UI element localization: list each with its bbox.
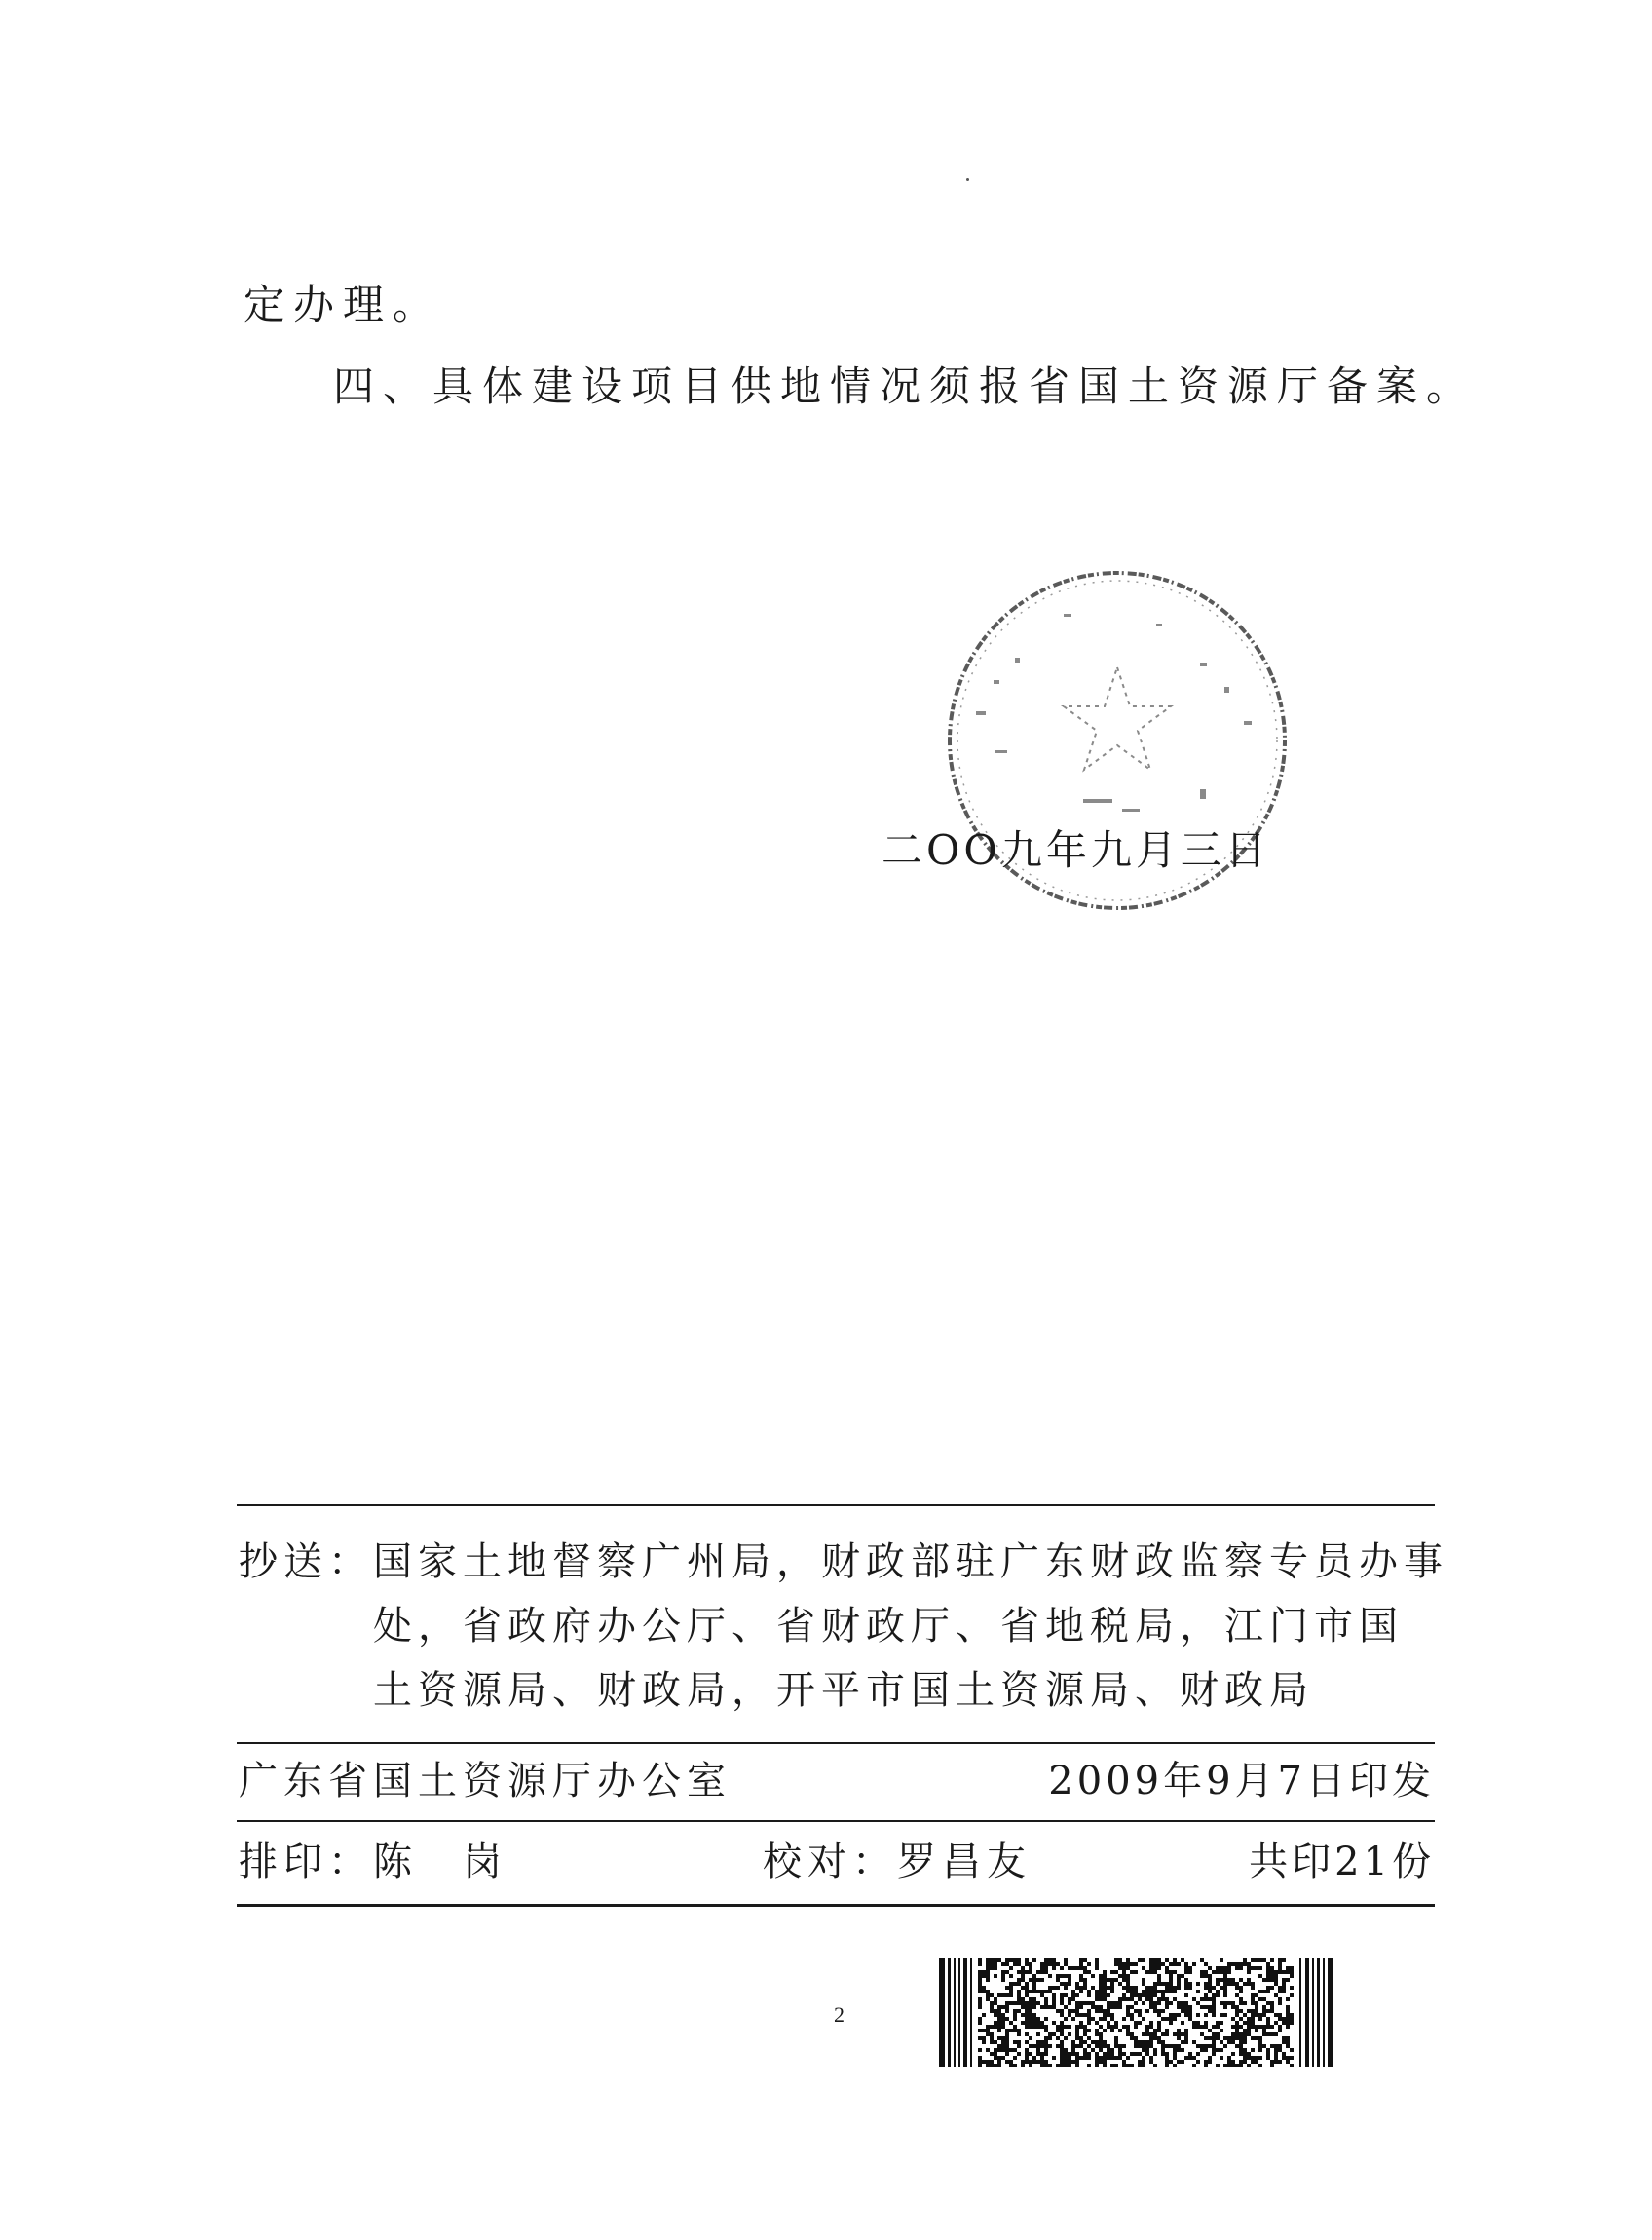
- copy-count: 共印21份: [1249, 1840, 1435, 1884]
- 2d-barcode-icon: [939, 1958, 1333, 2067]
- typist: 排印：陈 岗: [239, 1840, 507, 1884]
- cc-line: 处，省政府办公厅、省财政厅、省地税局，江门市国: [373, 1604, 1404, 1649]
- cc-recipients: [239, 1530, 1448, 1723]
- footer-divider: [237, 1904, 1435, 1907]
- page-number: 2: [834, 2002, 845, 2027]
- footer-divider: [237, 1742, 1435, 1744]
- footer-divider: [237, 1820, 1435, 1822]
- issue-date: 2009年9月7日印发: [1048, 1759, 1435, 1803]
- cc-line: 土资源局、财政局，开平市国土资源局、财政局: [373, 1668, 1314, 1713]
- cc-line: 抄送：国家土地督察广州局，财政部驻广东财政监察专员办事: [239, 1539, 1448, 1584]
- scan-speck: [966, 178, 969, 181]
- footer-divider: [237, 1504, 1435, 1506]
- signature-date: 二OO九年九月三日: [882, 826, 1270, 874]
- proofreader: 校对：罗昌友: [763, 1840, 1032, 1884]
- body-text-line: 定办理。: [244, 281, 443, 328]
- issuer-office: 广东省国土资源厅办公室: [239, 1759, 732, 1803]
- body-text-item-four: 四、具体建设项目供地情况须报省国土资源厅备案。: [333, 362, 1477, 410]
